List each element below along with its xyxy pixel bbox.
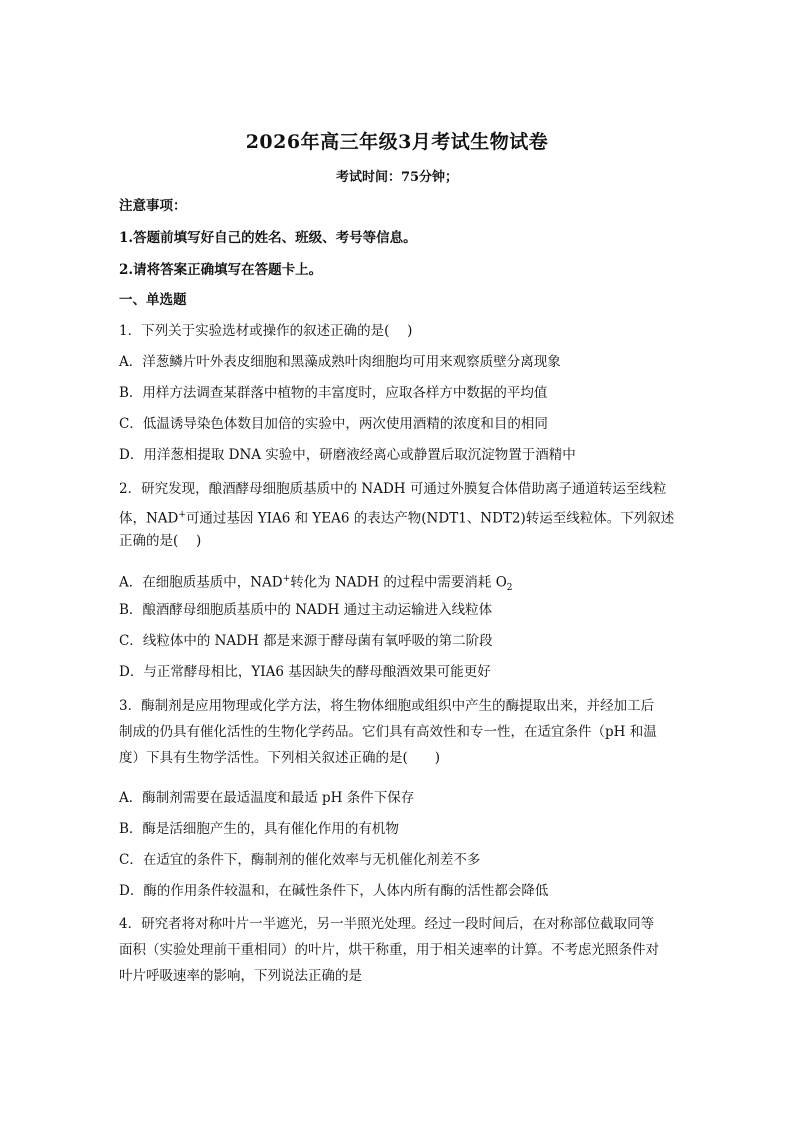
q3-stem-line-3: 度）下具有生物学活性。下列相关叙述正确的是( ) bbox=[119, 750, 441, 766]
q1-option-b: B．用样方法调查某群落中植物的丰富度时，应取各样方中数据的平均值 bbox=[119, 385, 548, 401]
q1-stem: 1．下列关于实验选材或操作的叙述正确的是( ) bbox=[119, 323, 413, 339]
q3-option-c: C．在适宜的条件下，酶制剂的催化效率与无机催化剂差不多 bbox=[119, 852, 481, 868]
notes-item-2: 2.请将答案正确填写在答题卡上。 bbox=[119, 262, 323, 278]
q4-stem-line-1: 4．研究者将对称叶片一半遮光，另一半照光处理。经过一段时间后，在对称部位截取同等 bbox=[119, 916, 655, 932]
exam-title: 2026年高三年级3月考试生物试卷 bbox=[245, 131, 549, 153]
q2-option-d: D．与正常酵母相比，YIA6 基因缺失的酵母酿酒效果可能更好 bbox=[119, 664, 491, 680]
q3-stem-line-1: 3．酶制剂是应用物理或化学方法，将生物体细胞或组织中产生的酶提取出来，并经加工后 bbox=[119, 698, 655, 714]
q4-stem-line-2: 面积（实验处理前干重相同）的叶片，烘干称重，用于相关速率的计算。不考虑光照条件对 bbox=[119, 942, 659, 958]
q3-stem-line-2: 制成的仍具有催化活性的生物化学药品。它们具有高效性和专一性，在适宜条件（pH 和温 bbox=[119, 724, 657, 740]
q3-option-a: A．酶制剂需要在最适温度和最适 pH 条件下保存 bbox=[119, 790, 415, 806]
q2-stem-line-1: 2．研究发现，酿酒酵母细胞质基质中的 NADH 可通过外膜复合体借助离子通道转运至线粒 bbox=[119, 481, 667, 497]
q2-nad-superscript: + bbox=[178, 510, 186, 520]
notes-item-1: 1.答题前填写好自己的姓名、班级、考号等信息。 bbox=[119, 230, 417, 246]
q1-option-c: C．低温诱导染色体数目加倍的实验中，两次使用酒精的浓度和目的相同 bbox=[119, 416, 548, 432]
q2-stem-line-2a: 体，NAD bbox=[119, 510, 179, 527]
q2-option-a bbox=[119, 570, 685, 597]
q2-option-a-part2: 转化为 NADH 的过程中需要消耗 O bbox=[290, 574, 507, 591]
q2-option-c: C．线粒体中的 NADH 都是来源于酵母菌有氧呼吸的第二阶段 bbox=[119, 633, 493, 649]
q2-stem-line-2 bbox=[119, 506, 685, 528]
q4-stem-line-3: 叶片呼吸速率的影响，下列说法正确的是 bbox=[119, 968, 362, 984]
notes-heading: 注意事项： bbox=[119, 198, 187, 214]
q3-option-b: B．酶是活细胞产生的，具有催化作用的有机物 bbox=[119, 821, 399, 837]
q2-stem-line-3: 正确的是( ) bbox=[119, 533, 202, 549]
q2-option-a-superscript: + bbox=[282, 574, 291, 584]
q3-option-d: D．酶的作用条件较温和，在碱性条件下，人体内所有酶的活性都会降低 bbox=[119, 883, 549, 899]
q2-stem-line-2b: 可通过基因 YIA6 和 YEA6 的表达产物(NDT1、NDT2)转运至线粒体。下列叙述 bbox=[185, 510, 675, 527]
q2-option-a-subscript: 2 bbox=[506, 583, 513, 594]
q1-option-d: D．用洋葱相提取 DNA 实验中，研磨液经离心或静置后取沉淀物置于酒精中 bbox=[119, 447, 576, 463]
q2-option-b: B．酿酒酵母细胞质基质中的 NADH 通过主动运输进入线粒体 bbox=[119, 602, 493, 618]
q2-option-a-part1: A．在细胞质基质中，NAD bbox=[119, 574, 283, 591]
exam-time: 考试时间：75分钟； bbox=[335, 170, 459, 185]
section-title: 一、单选题 bbox=[119, 292, 187, 308]
q1-option-a: A．洋葱鳞片叶外表皮细胞和黑藻成熟叶肉细胞均可用来观察质壁分离现象 bbox=[119, 354, 561, 370]
